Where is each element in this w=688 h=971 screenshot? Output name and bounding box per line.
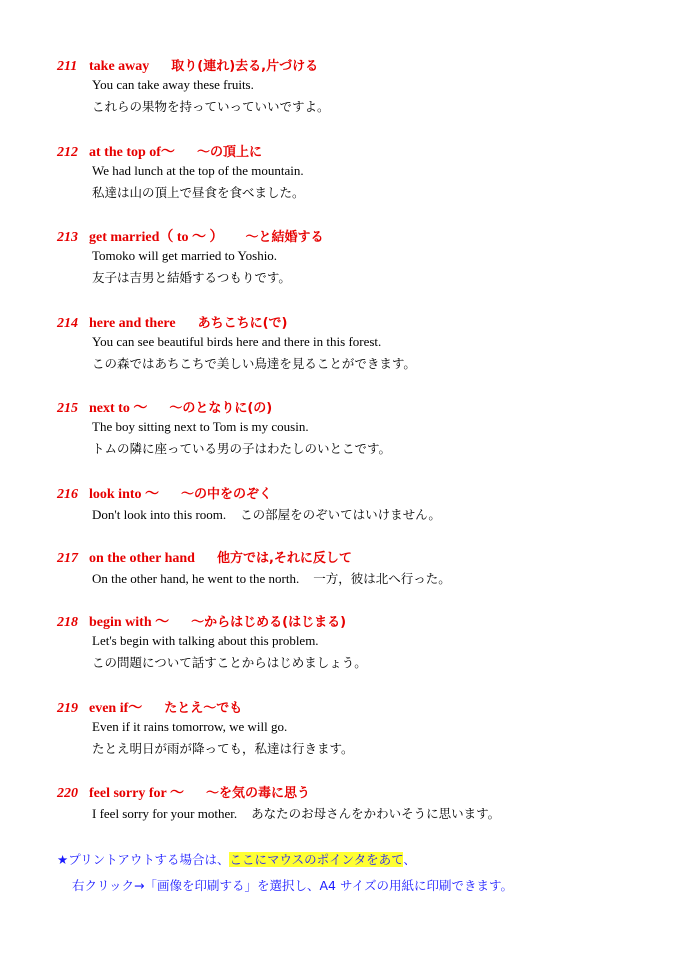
entry-216 [0, 483, 688, 553]
example-japanese: たとえ明日が雨が降っても，私達は行きます。 [92, 741, 354, 756]
entry-phrase: begin with ～ [89, 615, 170, 630]
entry-meaning: ～のとなりに(の) [169, 401, 273, 416]
entry-211 [0, 55, 688, 125]
print-note-line-2 [72, 876, 513, 894]
entry-217 [0, 547, 688, 617]
print-note-line-1 [57, 850, 416, 868]
entry-219 [0, 697, 688, 767]
entry-phrase: feel sorry for ～ [89, 786, 184, 801]
entry-213 [0, 226, 688, 296]
example-japanese: これらの果物を持っていっていいですよ。 [92, 99, 330, 114]
entry-meaning: ～の中をのぞく [181, 487, 273, 502]
entry-phrase: next to ～ [89, 401, 148, 416]
entry-number: 214 [57, 316, 78, 331]
entry-218 [0, 611, 688, 681]
example-japanese: 友子は吉男と結婚するつもりです。 [92, 270, 291, 285]
entry-meaning: たとえ～でも [164, 701, 243, 716]
entry-number: 216 [57, 487, 78, 502]
example-english: The boy sitting next to Tom is my cousin. [92, 419, 309, 434]
example-english-text: On the other hand, he went to the north. [92, 571, 300, 586]
entry-phrase: get married（ to ～ ） [89, 230, 224, 245]
example-english: You can see beautiful birds here and there in this forest. [92, 334, 382, 349]
example-english-text: Don't look into this room. [92, 507, 227, 522]
entry-meaning: ～の頂上に [196, 145, 262, 160]
print-note-text: プリントアウトする場合は、 [68, 852, 230, 867]
entry-phrase: even if～ [89, 701, 143, 716]
print-note-text: 、 [403, 852, 416, 867]
example-japanese: あなたのお母さんをかわいそうに思います。 [251, 806, 501, 821]
entry-heading [57, 226, 324, 246]
entry-number: 219 [57, 701, 78, 716]
example-japanese: この問題について話すことからはじめましょう。 [92, 655, 367, 670]
entry-heading [57, 483, 272, 503]
entry-phrase: look into ～ [89, 487, 160, 502]
example-english: You can take away these fruits. [92, 77, 254, 92]
example-english [92, 505, 441, 523]
entry-heading [57, 782, 310, 802]
entry-number: 215 [57, 401, 78, 416]
entry-meaning: ～と結婚する [245, 230, 324, 245]
example-japanese: トムの隣に座っている男の子はわたしのいとこです。 [92, 441, 392, 456]
entry-heading [57, 547, 352, 567]
entry-220 [0, 782, 688, 852]
example-english: Even if it rains tomorrow, we will go. [92, 719, 288, 734]
entry-215 [0, 397, 688, 467]
entry-heading [57, 55, 318, 75]
entry-212 [0, 141, 688, 211]
entry-number: 211 [57, 59, 78, 74]
example-japanese: この森ではあちこちで美しい鳥達を見ることができます。 [92, 356, 416, 371]
example-english: Let's begin with talking about this problem. [92, 633, 319, 648]
entry-meaning: ～を気の毒に思う [205, 786, 310, 801]
entry-phrase: on the other hand [89, 551, 195, 566]
entry-heading [57, 697, 242, 717]
example-english-text: I feel sorry for your mother. [92, 806, 238, 821]
entry-number: 213 [57, 230, 78, 245]
example-english [92, 569, 451, 587]
print-highlight[interactable]: ここにマウスのポインタをあて [229, 852, 404, 867]
entry-number: 212 [57, 145, 78, 160]
entry-number: 217 [57, 551, 78, 566]
entry-214 [0, 312, 688, 382]
entry-phrase: at the top of～ [89, 145, 175, 160]
example-english: Tomoko will get married to Yoshio. [92, 248, 278, 263]
example-japanese: 私達は山の頂上で昼食を食べました。 [92, 185, 305, 200]
entry-heading [57, 312, 287, 332]
entry-number: 218 [57, 615, 78, 630]
example-english [92, 804, 500, 822]
entry-phrase: take away [89, 59, 150, 74]
example-japanese: 一方，彼は北へ行った。 [313, 571, 451, 586]
print-note-instructions: 右クリック→「画像を印刷する」を選択し、A4 サイズの用紙に印刷できます。 [72, 878, 513, 893]
entry-heading [57, 397, 272, 417]
example-japanese: この部屋をのぞいてはいけません。 [240, 507, 441, 522]
entry-heading [57, 611, 346, 631]
entry-number: 220 [57, 786, 78, 801]
example-english: We had lunch at the top of the mountain. [92, 163, 304, 178]
entry-heading [57, 141, 262, 161]
entry-meaning: 取り(連れ)去る,片づける [171, 59, 319, 74]
entry-meaning: 他方では,それに反して [216, 551, 352, 566]
entry-meaning: ～からはじめる(はじまる) [191, 615, 347, 630]
entry-phrase: here and there [89, 316, 176, 331]
star-icon: ★ [57, 852, 69, 867]
entry-meaning: あちこちに(で) [197, 316, 288, 331]
